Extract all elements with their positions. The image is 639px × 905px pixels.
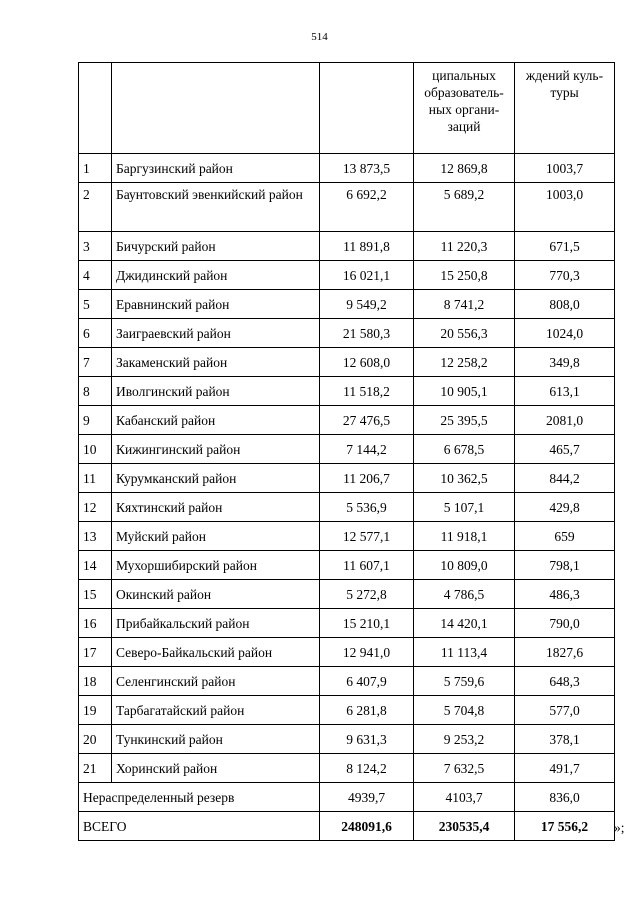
row-number: 12 [79, 493, 112, 522]
row-number: 11 [79, 464, 112, 493]
education-value: 6 678,5 [414, 435, 515, 464]
total-value: 9 549,2 [320, 290, 414, 319]
education-value: 5 759,6 [414, 667, 515, 696]
district-name: Прибайкальский район [112, 609, 320, 638]
total-row [79, 812, 615, 841]
row-number: 21 [79, 754, 112, 783]
education-value: 5 107,1 [414, 493, 515, 522]
total-label: ВСЕГО [79, 812, 320, 841]
culture-value: 491,7 [515, 754, 615, 783]
culture-value: 465,7 [515, 435, 615, 464]
culture-value: 1003,0 [515, 183, 615, 232]
total-value: 12 608,0 [320, 348, 414, 377]
district-name: Окинский район [112, 580, 320, 609]
row-number: 1 [79, 154, 112, 183]
table-row [79, 154, 615, 183]
reserve-value-v3: 836,0 [515, 783, 615, 812]
total-value: 11 206,7 [320, 464, 414, 493]
row-number: 14 [79, 551, 112, 580]
budget-table [78, 62, 615, 841]
table-row [79, 406, 615, 435]
row-number: 13 [79, 522, 112, 551]
district-name: Кижингинский район [112, 435, 320, 464]
total-value: 12 941,0 [320, 638, 414, 667]
education-value: 10 809,0 [414, 551, 515, 580]
header-cell-total [320, 63, 414, 154]
district-name: Еравнинский район [112, 290, 320, 319]
culture-value: 577,0 [515, 696, 615, 725]
total-value-v1: 248091,6 [320, 812, 414, 841]
culture-value: 1827,6 [515, 638, 615, 667]
education-value: 14 420,1 [414, 609, 515, 638]
total-value-v2: 230535,4 [414, 812, 515, 841]
education-value: 15 250,8 [414, 261, 515, 290]
total-value: 11 891,8 [320, 232, 414, 261]
district-name: Иволгинский район [112, 377, 320, 406]
education-value: 9 253,2 [414, 725, 515, 754]
culture-value: 790,0 [515, 609, 615, 638]
district-name: Хоринский район [112, 754, 320, 783]
district-name: Кяхтинский район [112, 493, 320, 522]
culture-value: 659 [515, 522, 615, 551]
culture-value: 613,1 [515, 377, 615, 406]
district-name: Закаменский район [112, 348, 320, 377]
row-number: 7 [79, 348, 112, 377]
culture-value: 1024,0 [515, 319, 615, 348]
district-name: Муйский район [112, 522, 320, 551]
education-value: 10 362,5 [414, 464, 515, 493]
row-number: 4 [79, 261, 112, 290]
row-number: 19 [79, 696, 112, 725]
education-value: 5 704,8 [414, 696, 515, 725]
table-row [79, 261, 615, 290]
row-number: 8 [79, 377, 112, 406]
table-row [79, 377, 615, 406]
row-number: 15 [79, 580, 112, 609]
culture-value: 486,3 [515, 580, 615, 609]
education-value: 4 786,5 [414, 580, 515, 609]
row-number: 3 [79, 232, 112, 261]
district-name: Джидинский район [112, 261, 320, 290]
total-value: 5 272,8 [320, 580, 414, 609]
reserve-value-v2: 4103,7 [414, 783, 515, 812]
header-cell-education: ципальных образователь-ных органи-заций [414, 63, 515, 154]
culture-value: 349,8 [515, 348, 615, 377]
row-number: 2 [79, 183, 112, 232]
district-name: Кабанский район [112, 406, 320, 435]
header-cell-number [79, 63, 112, 154]
total-value: 6 692,2 [320, 183, 414, 232]
table-row [79, 580, 615, 609]
row-number: 5 [79, 290, 112, 319]
table-row [79, 464, 615, 493]
district-name: Селенгинский район [112, 667, 320, 696]
table-row [79, 319, 615, 348]
table-row [79, 493, 615, 522]
row-number: 17 [79, 638, 112, 667]
culture-value: 378,1 [515, 725, 615, 754]
total-value: 21 580,3 [320, 319, 414, 348]
education-value: 7 632,5 [414, 754, 515, 783]
culture-value: 429,8 [515, 493, 615, 522]
reserve-row [79, 783, 615, 812]
district-name: Баргузинский район [112, 154, 320, 183]
district-name: Заиграевский район [112, 319, 320, 348]
table-row [79, 551, 615, 580]
reserve-value-v1: 4939,7 [320, 783, 414, 812]
row-number: 18 [79, 667, 112, 696]
total-value: 6 407,9 [320, 667, 414, 696]
total-value: 13 873,5 [320, 154, 414, 183]
table-row [79, 522, 615, 551]
table-row [79, 696, 615, 725]
table-row [79, 348, 615, 377]
total-value-v3: 17 556,2 [515, 812, 615, 841]
district-name: Мухоршибирский район [112, 551, 320, 580]
total-value: 16 021,1 [320, 261, 414, 290]
table-row [79, 609, 615, 638]
row-number: 10 [79, 435, 112, 464]
table-row [79, 183, 615, 232]
culture-value: 671,5 [515, 232, 615, 261]
total-value: 6 281,8 [320, 696, 414, 725]
row-number: 20 [79, 725, 112, 754]
row-number: 6 [79, 319, 112, 348]
total-value: 9 631,3 [320, 725, 414, 754]
total-value: 5 536,9 [320, 493, 414, 522]
education-value: 8 741,2 [414, 290, 515, 319]
district-name: Тункинский район [112, 725, 320, 754]
total-value: 8 124,2 [320, 754, 414, 783]
education-value: 11 918,1 [414, 522, 515, 551]
row-number: 9 [79, 406, 112, 435]
district-name: Тарбагатайский район [112, 696, 320, 725]
table-row [79, 667, 615, 696]
education-value: 12 258,2 [414, 348, 515, 377]
culture-value: 1003,7 [515, 154, 615, 183]
total-value: 11 607,1 [320, 551, 414, 580]
total-value: 11 518,2 [320, 377, 414, 406]
district-name: Курумканский район [112, 464, 320, 493]
total-value: 27 476,5 [320, 406, 414, 435]
culture-value: 770,3 [515, 261, 615, 290]
culture-value: 844,2 [515, 464, 615, 493]
culture-value: 648,3 [515, 667, 615, 696]
education-value: 12 869,8 [414, 154, 515, 183]
education-value: 10 905,1 [414, 377, 515, 406]
education-value: 5 689,2 [414, 183, 515, 232]
education-value: 11 113,4 [414, 638, 515, 667]
education-value: 20 556,3 [414, 319, 515, 348]
table-row [79, 290, 615, 319]
total-value: 15 210,1 [320, 609, 414, 638]
table-header-row [79, 63, 615, 154]
table-row [79, 435, 615, 464]
district-name: Бичурский район [112, 232, 320, 261]
total-value: 7 144,2 [320, 435, 414, 464]
closing-quote-mark: »; [614, 820, 625, 835]
row-number: 16 [79, 609, 112, 638]
header-cell-culture: ждений куль-туры [515, 63, 615, 154]
education-value: 11 220,3 [414, 232, 515, 261]
table-row [79, 754, 615, 783]
culture-value: 808,0 [515, 290, 615, 319]
district-name: Баунтовский эвенкийский район [112, 183, 320, 232]
header-cell-name [112, 63, 320, 154]
district-name: Северо-Байкальский район [112, 638, 320, 667]
reserve-label: Нераспределенный резерв [79, 783, 320, 812]
page-number: 514 [311, 31, 328, 43]
table-row [79, 725, 615, 754]
culture-value: 2081,0 [515, 406, 615, 435]
culture-value: 798,1 [515, 551, 615, 580]
total-value: 12 577,1 [320, 522, 414, 551]
table-row [79, 232, 615, 261]
table-row [79, 638, 615, 667]
education-value: 25 395,5 [414, 406, 515, 435]
